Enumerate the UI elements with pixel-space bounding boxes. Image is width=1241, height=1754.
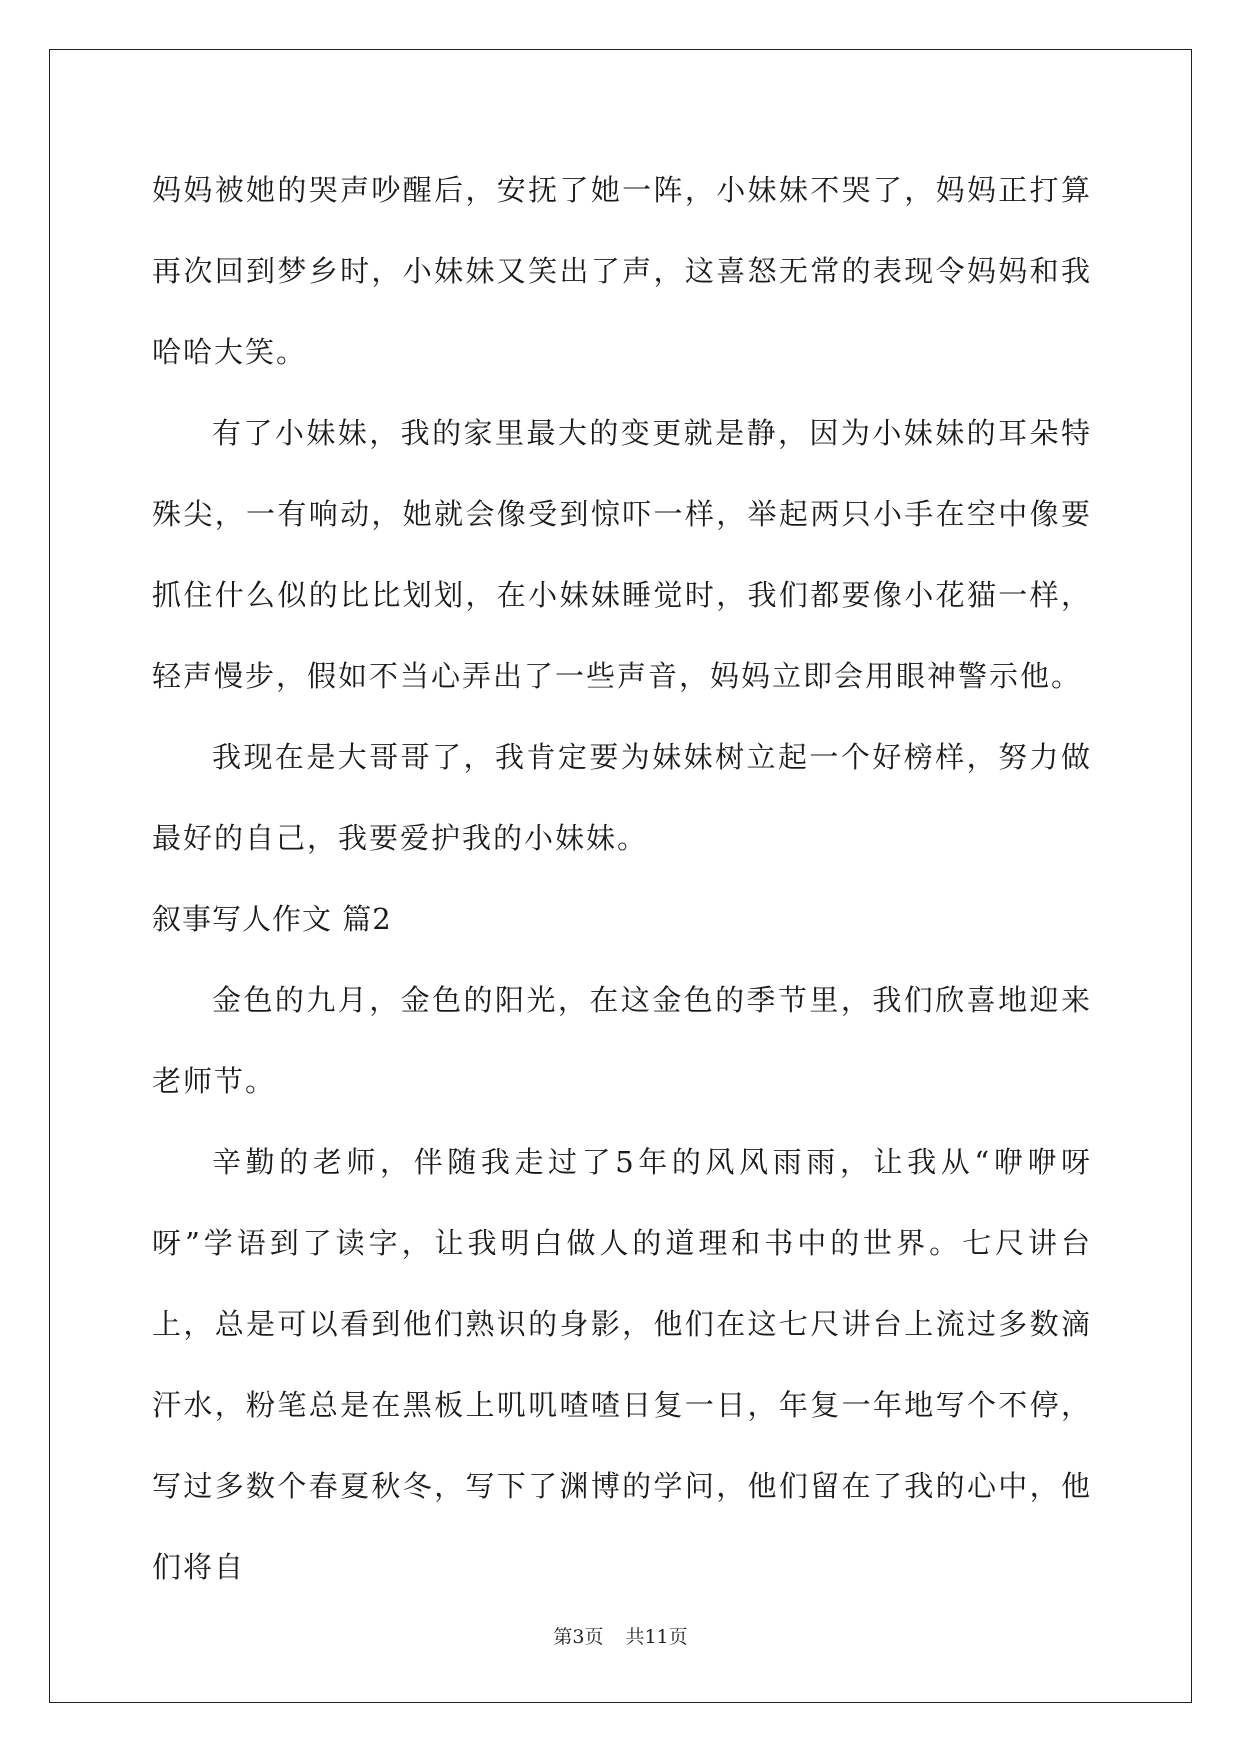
paragraph: 金色的九月，金色的阳光，在这金色的季节里，我们欣喜地迎来老师节。: [152, 983, 1092, 1098]
page-total: 共11页: [625, 1626, 688, 1648]
page-number: 第3页: [553, 1626, 604, 1648]
paragraph: 妈妈被她的哭声吵醒后，安抚了她一阵，小妹妹不哭了，妈妈正打算再次回到梦乡时，小妹妹又笑出了声，这喜怒无常的表现令妈妈和我哈哈大笑。: [152, 173, 1092, 369]
page-footer: [0, 1622, 1241, 1649]
section-heading: 叙事写人作文 篇2: [152, 902, 392, 936]
paragraph: 我现在是大哥哥了，我肯定要为妹妹树立起一个好榜样，努力做最好的自己，我要爱护我的小妹妹。: [152, 740, 1092, 855]
document-body: [152, 150, 1092, 1608]
paragraph: 有了小妹妹，我的家里最大的变更就是静，因为小妹妹的耳朵特殊尖，一有响动，她就会像受到惊吓一样，举起两只小手在空中像要抓住什么似的比比划划，在小妹妹睡觉时，我们都要像小花猫一样，轻声慢步，假如不当心弄出了一些声音，妈妈立即会用眼神警示他。: [152, 416, 1092, 693]
paragraph: 辛勤的老师，伴随我走过了5年的风风雨雨，让我从“咿咿呀呀”学语到了读字，让我明白做人的道理和书中的世界。七尺讲台上，总是可以看到他们熟识的身影，他们在这七尺讲台上流过多数滴汗水，粉笔总是在黑板上叽叽喳喳日复一日，年复一年地写个不停，写过多数个春夏秋冬，写下了渊博的学问，他们留在了我的心中，他们将自: [152, 1145, 1092, 1584]
